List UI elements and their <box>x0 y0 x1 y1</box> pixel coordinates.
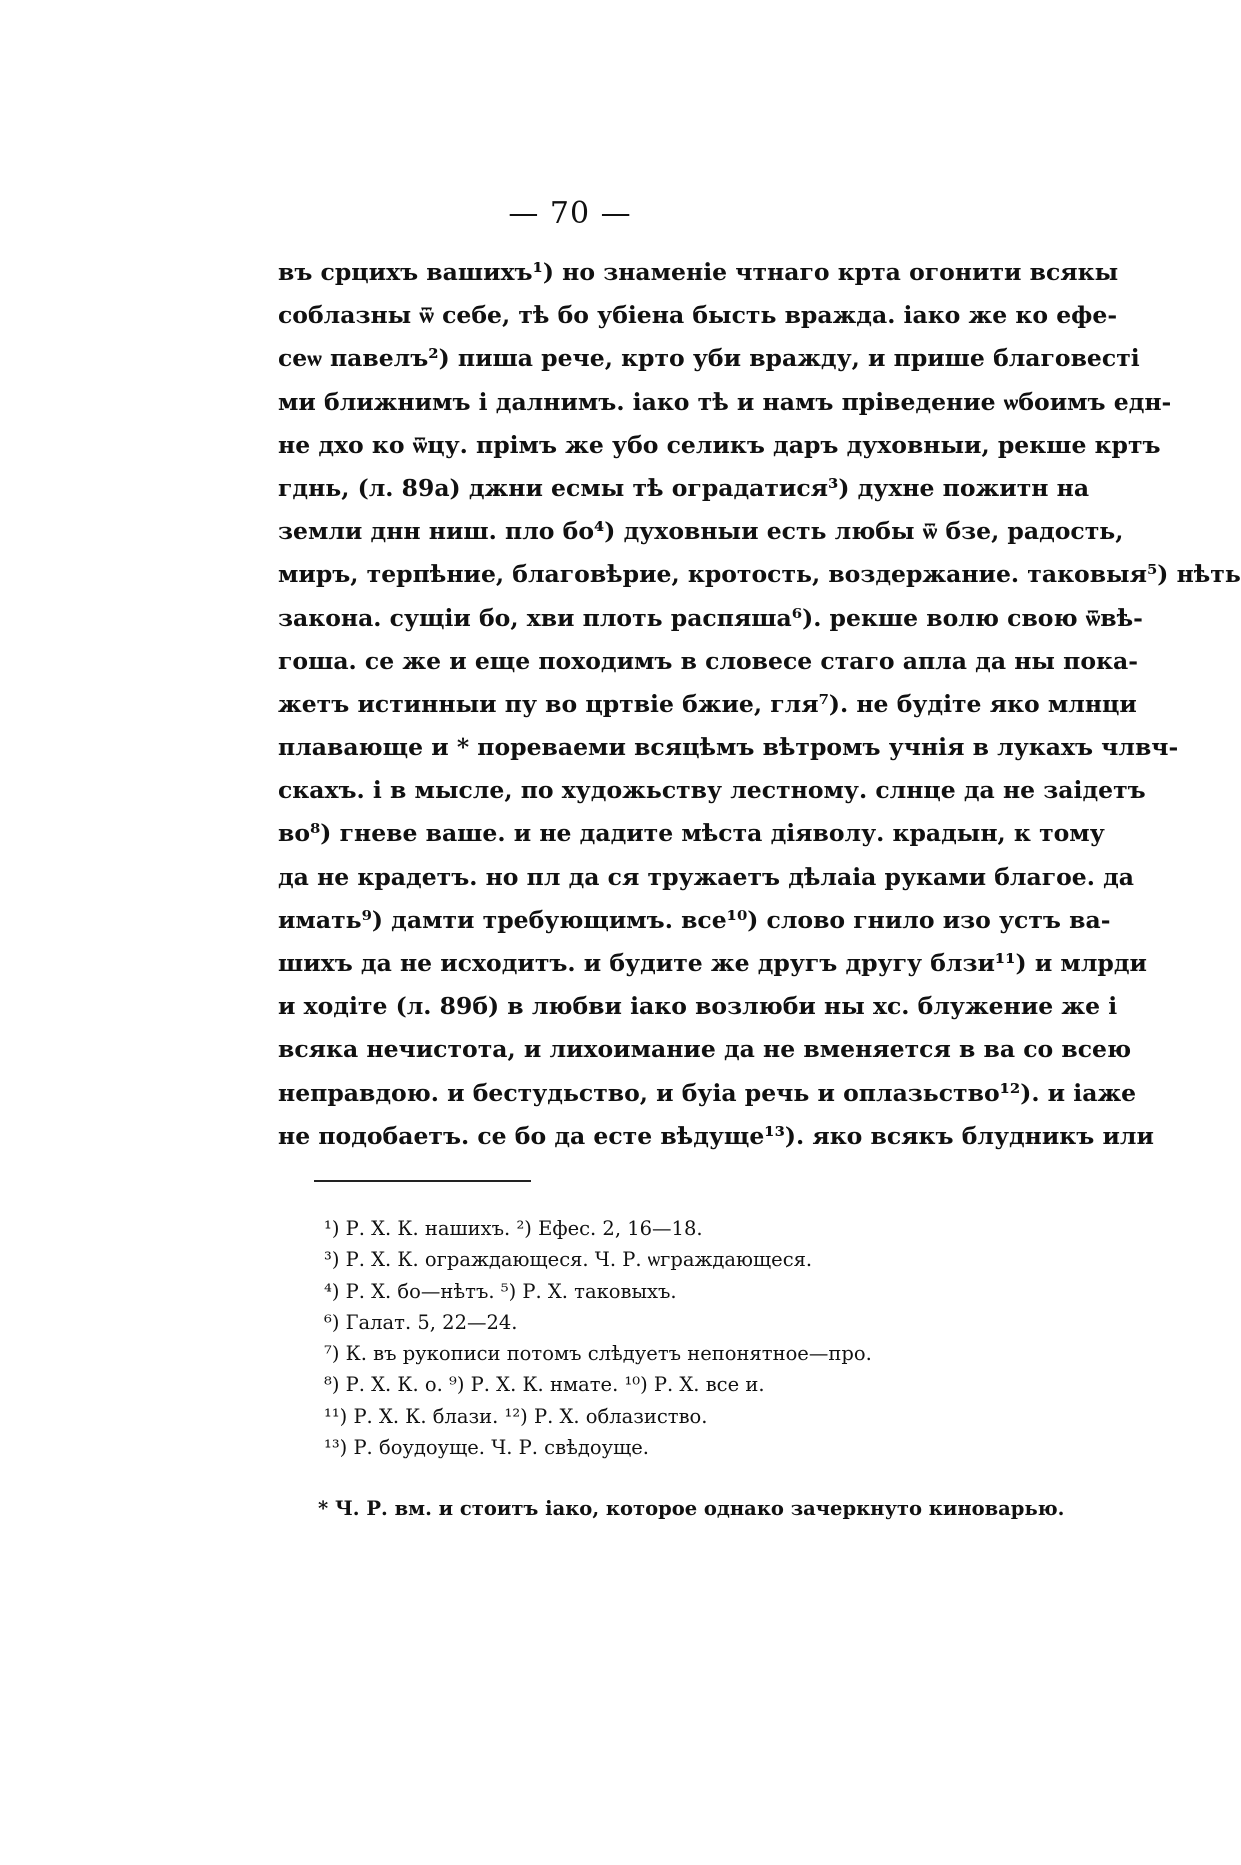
text-line: сеѡ павелъ²) пиша рече, крто уби вражду, и прише благовестi <box>278 344 1140 373</box>
text-line: закона. сущiи бо, хви плоть распяша⁶). рекше волю свою ѿвѣ- <box>278 603 1143 632</box>
text-line: гднь, (л. 89а) джни есмы тѣ оградатися³) духне пожитн на <box>278 473 1090 502</box>
footnote: ⁴) Р. Х. бо—нѣтъ. ⁵) Р. Х. таковыхъ. <box>324 1279 677 1303</box>
text-line: земли днн ниш. пло бо⁴) духовныи есть любы ѿ бзе, радость, <box>278 517 1124 546</box>
text-line: всяка нечистота, и лихоимание да не вменяется в вa со всею <box>278 1035 1132 1064</box>
text-line: во⁸) гневе ваше. и не дадите мѣста дiяволу. крадын, к тому <box>278 819 1105 848</box>
asterisk-remark: * Ч. Р. вм. и стоитъ іако, которое однако зачеркнуто киноварью. <box>318 1497 1065 1520</box>
footnote-separator <box>314 1180 531 1182</box>
text-line: неправдою. и бестудьство, и буіа речь и оплазьство¹²). и іаже <box>278 1078 1137 1107</box>
text-line: ми ближнимъ і далнимъ. іако тѣ и намъ прiведение ѡбоимъ едн- <box>278 387 1172 416</box>
text-line: въ срцихъ вашихъ¹) но знаменіе чтнаго крта огонити всякы <box>278 258 1119 286</box>
footnotes <box>324 1213 1044 1463</box>
text-line: гоша. се же и еще походимъ в словесе стаго апла да ны пока- <box>278 646 1138 675</box>
text-line: и ходiте (л. 89б) в любви іако возлюби ны хс. блужение же і <box>278 992 1118 1021</box>
text-line: плавающе и * пореваеми всяцѣмъ вѣтромъ учнія в лукахъ члвч- <box>278 733 1179 762</box>
footnote: ⁸) Р. Х. К. о. ⁹) Р. Х. К. нмате. ¹⁰) Р. Х. все и. <box>324 1373 765 1397</box>
text-line: жетъ истинныи пу во цртвiе бжие, гля⁷). не будiте яко млнци <box>278 689 1137 718</box>
text-line: да не крадетъ. но пл да ся тружаетъ дѣлаіа руками благое. да <box>278 862 1135 891</box>
text-line: не подобаетъ. се бо да есте вѣдуще¹³). яко всякъ блудникъ или <box>278 1121 1154 1150</box>
footnote: ⁶) Галат. 5, 22—24. <box>324 1310 518 1334</box>
main-text <box>278 251 1241 1158</box>
text-line: скахъ. і в мысле, по художьству лестному. слнце да не заiдетъ <box>278 776 1146 805</box>
text-line: не дхо ко ѿцу. прiмъ же убо селикъ даръ духовныи, рекше кртъ <box>278 430 1161 459</box>
text-line: соблазны ѿ себе, тѣ бо убіена бысть вражда. іако же ко ефе- <box>278 301 1118 330</box>
page-number: — 70 — <box>508 196 632 231</box>
footnote: ³) Р. Х. К. ограждающеся. Ч. Р. ѡграждающеся. <box>324 1248 813 1272</box>
text-line: шихъ да не исходитъ. и будите же другъ другу блзи¹¹) и млрди <box>278 949 1147 977</box>
footnote: ¹) Р. Х. К. нашихъ. ²) Ефес. 2, 16—18. <box>324 1217 703 1240</box>
text-line: миръ, терпѣние, благовѣрие, кротость, воздержание. таковыя⁵) нѣть <box>278 560 1241 589</box>
footnote: ⁷) К. въ рукописи потомъ слѣдуетъ непонятное—про. <box>324 1342 872 1366</box>
footnote: ¹¹) Р. Х. К. блази. ¹²) Р. Х. облазиство. <box>324 1404 708 1428</box>
text-line: имать⁹) дамти требующимъ. все¹⁰) слово гнило изо устъ ва- <box>278 905 1111 934</box>
footnote: ¹³) Р. боудоуще. Ч. Р. свѣдоуще. <box>324 1436 649 1460</box>
